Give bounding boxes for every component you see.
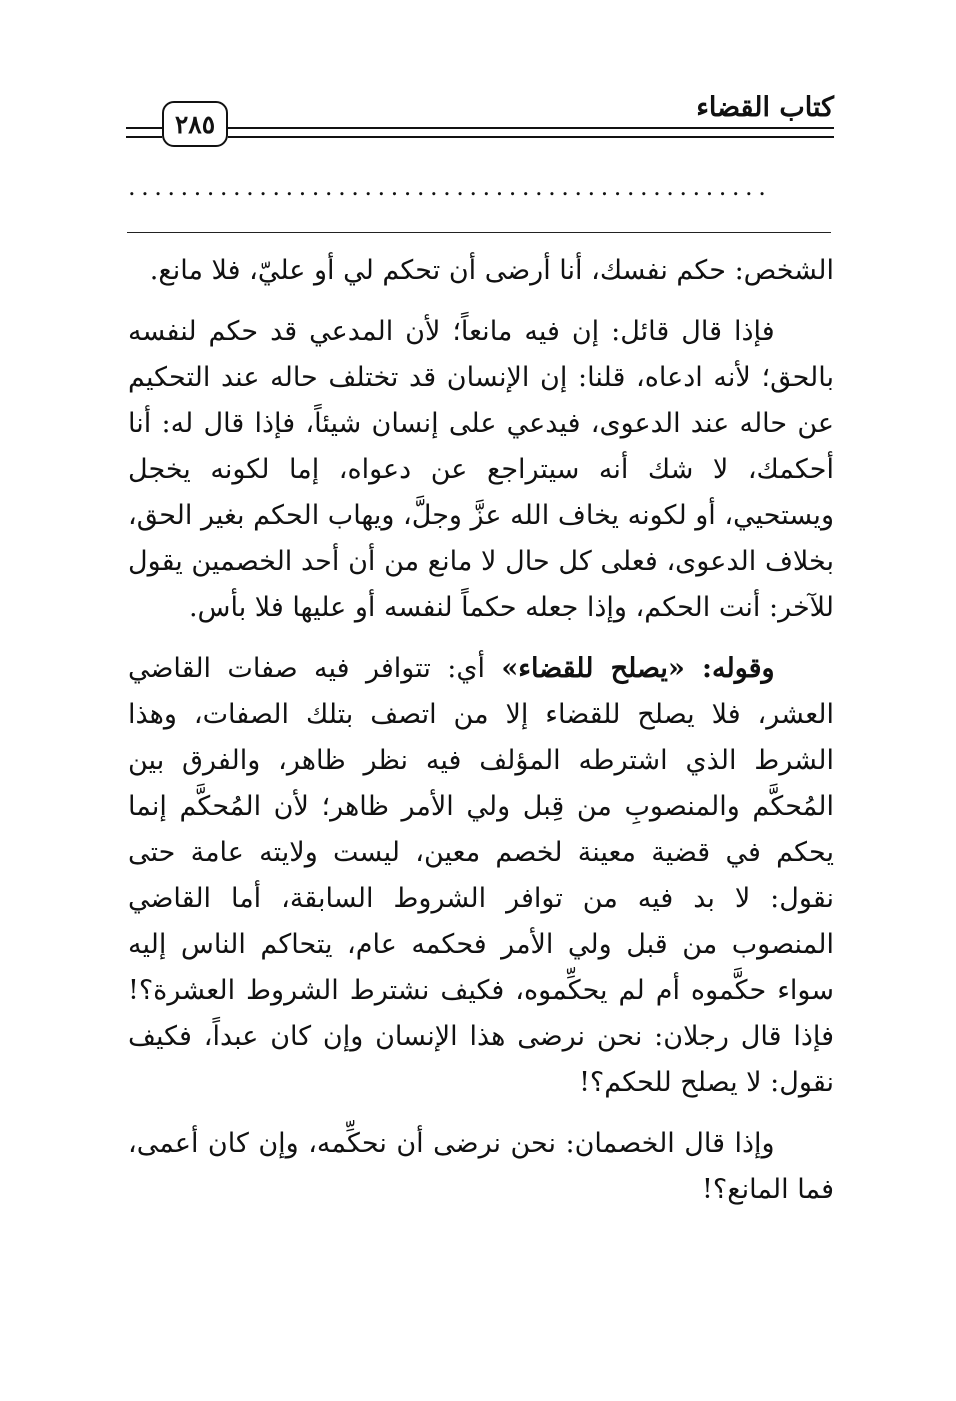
page-body xyxy=(128,248,834,1228)
paragraph-3 xyxy=(128,646,834,1106)
header-rule-left xyxy=(126,127,162,138)
quoted-lead: وقوله: «يصلح للقضاء» xyxy=(501,653,775,684)
separator-line xyxy=(127,232,831,233)
running-header-title: كتاب القضاء xyxy=(696,92,834,123)
paragraph-1: الشخص: حكم نفسك، أنا أرضى أن تحكم لي أو عليّ، فلا مانع. xyxy=(149,255,834,286)
paragraph-4: وإذا قال الخصمان: نحن نرضى أن نحكِّمه، وإن كان أعمى، فما المانع؟! xyxy=(128,1128,834,1205)
elided-text-dots: ................................................. xyxy=(128,175,772,199)
header-rule-right xyxy=(228,127,834,138)
paragraph-2: فإذا قال قائل: إن فيه مانعاً؛ لأن المدعي قد حكم لنفسه بالحق؛ لأنه ادعاه، قلنا: إن الإنسان قد تختلف حاله عند التحكيم عن حاله عند الدعوى، فيدعي على إنسان شيئاً، فإذا قال له: أنا أحكمك، لا شك أنه سيتراجع عن دعواه، إما لكونه يخجل ويستحيي، أو لكونه يخاف الله عزَّ وجلَّ، ويهاب الحكم بغير الحق، بخلاف الدعوى، فعلى كل حال لا مانع من أن أحد الخصمين يقول للآخر: أنت الحكم، وإذا جعله حكماً لنفسه أو عليها فلا بأس. xyxy=(128,316,834,623)
page-number: ٢٨٥ xyxy=(162,101,228,147)
paragraph-3-text: أي: تتوافر فيه صفات القاضي العشر، فلا يصلح للقضاء إلا من اتصف بتلك الصفات، وهذا الشرط الذي اشترطه المؤلف فيه نظر ظاهر، والفرق بين المُحكَّم والمنصوبِ من قِبل ولي الأمر ظاهر؛ لأن المُحكَّم إنما يحكم في قضية معينة لخصم معين، ليست ولايته عامة حتى نقول: لا بد فيه من توافر الشروط السابقة، أما القاضي المنصوب من قبل ولي الأمر فحكمه عام، يتحاكم الناس إليه سواء حكَّموه أم لم يحكِّموه، فكيف نشترط الشروط العشرة؟! فإذا قال رجلان: نحن نرضى هذا الإنسان وإن كان عبداً، فكيف نقول: لا يصلح للحكم؟! xyxy=(128,653,834,1098)
